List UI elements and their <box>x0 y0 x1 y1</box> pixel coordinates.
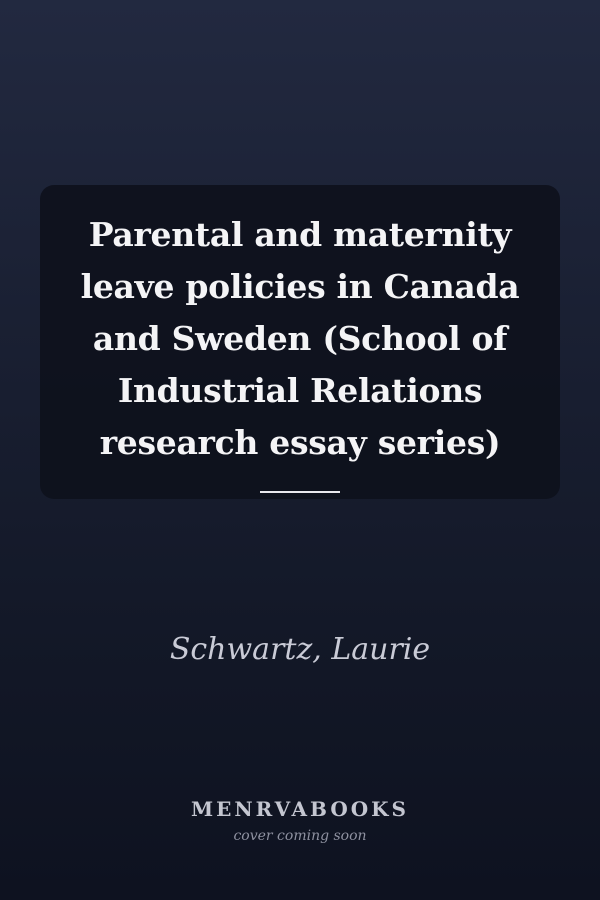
title-divider <box>260 491 340 493</box>
publisher-name: MENRVABOOKS <box>191 797 409 821</box>
book-author: Schwartz, Laurie <box>169 632 431 667</box>
cover-note: cover coming soon <box>233 828 367 844</box>
book-title: Parental and maternity leave policies in Canada and Sweden (School of Industrial Relations research essay series) <box>80 215 520 462</box>
title-panel <box>40 185 560 499</box>
